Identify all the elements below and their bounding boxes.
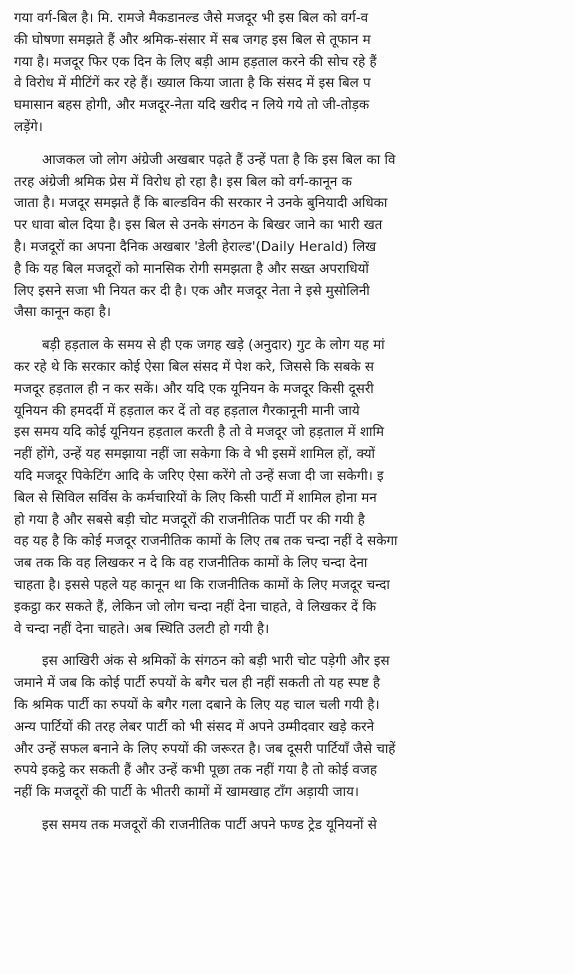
- text-line: जैसा कानून कहा है।: [14, 305, 111, 321]
- paragraph-2: [14, 150, 575, 324]
- text-line: गया वर्ग-बिल है। मि. रामजे मैकडानल्ड जैसे मजदूर भी इस बिल को वर्ग-व: [14, 11, 369, 26]
- text-line: मजदूर हड़ताल ही न कर सकें। और यदि एक यूनियन के मजदूर किसी दूसरी: [14, 381, 374, 397]
- text-line: आजकल जो लोग अंग्रेजी अखबार पढ़ते हैं उन्हें पता है कि इस बिल का वि: [42, 152, 396, 168]
- text-line: यूनियन की हमदर्दी में हड़ताल कर दें तो वह हड़ताल गैरकानूनी मानी जाये: [14, 403, 360, 419]
- text-line: इस आखिरी अंक से श्रमिकों के संगठन को बड़ी भारी चोट पड़ेगी और इस: [42, 654, 390, 670]
- text-line: घमासान बहस होगी, और मजदूर-नेता यदि खरीद न लिये गये तो जी-तोड़क: [14, 98, 370, 114]
- body-text: [14, 8, 575, 837]
- text-line: नहीं कि मजदूरों की पार्टी के भीतरी कामों में खामखाह टाँग अड़ायी जाय।: [14, 785, 359, 801]
- text-line: यदि मजदूर पिकेटिंग आदि के जरिए ऐसा करेंगे तो उन्हें सजा दी जा सकेगी। इ: [14, 468, 384, 484]
- text-line: पर धावा बोल दिया है। इस बिल से उनके संगठन के बिखर जाने का भारी खत: [14, 218, 383, 234]
- paragraph-1: [14, 8, 575, 139]
- text-line: हो गया है और सबसे बड़ी चोट मजदूरों की राजनीतिक पार्टी पर की गयी है: [14, 512, 365, 528]
- paragraph-4: [14, 651, 575, 804]
- text-line: बड़ी हड़ताल के समय से ही एक जगह खड़े (अनुदार) गुट के लोग यह मां: [42, 338, 385, 354]
- text-line: है। मजदूरों का अपना दैनिक अखबार 'डेली हेराल्ड'(Daily Herald) लिख: [14, 239, 377, 255]
- paragraph-3: [14, 335, 575, 640]
- text-line: लिए इसने सजा भी नियत कर दी है। एक और मजदूर नेता ने इसे मुसोलिनी: [14, 283, 370, 299]
- text-line: तरह अंग्रेजी श्रमिक प्रेस में विरोध हो रहा है। इस बिल को वर्ग-कानून क: [14, 174, 352, 190]
- text-line: वे विरोध में मीटिंगें कर रहे हैं। ख्याल किया जाता है कि संसद में इस बिल प: [14, 76, 371, 92]
- text-line: इकट्ठा कर सकते हैं, लेकिन जो लोग चन्दा नहीं देना चाहते, वे लिखकर दें कि: [14, 599, 377, 615]
- text-line: जाता है। मजदूर समझते हैं कि बाल्डविन की सरकार ने उनके बुनियादी अधिका: [14, 196, 388, 212]
- text-line: जब तक कि वह लिखकर न दे कि वह राजनीतिक कामों के लिए चन्दा देना: [14, 556, 368, 572]
- text-line: बिल से सिविल सर्विस के कर्मचारियों के लिए किसी पार्टी में शामिल होना मन: [14, 490, 377, 506]
- text-line: वह यह है कि कोई मजदूर राजनीतिक कामों के लिए तब तक चन्दा नहीं दे सकेगा: [14, 534, 398, 550]
- text-line: जमाने में जब कि कोई पार्टी रुपयों के बगैर चल ही नहीं सकती तो यह स्पष्ट है: [14, 676, 381, 692]
- text-line: चाहता है। इससे पहले यह कानून था कि राजनीतिक कामों के लिए मजदूर चन्दा: [14, 577, 390, 593]
- paragraph-5: [14, 815, 575, 837]
- text-line: है कि यह बिल मजदूरों को मानसिक रोगी समझता है और सख्त अपराधियों: [14, 261, 369, 277]
- text-line: इस समय तक मजदूरों की राजनीतिक पार्टी अपने फण्ड ट्रेड यूनियनों से: [42, 817, 377, 833]
- text-line: और उन्हें सफल बनाने के लिए रुपयों की जरूरत है। जब दूसरी पार्टियाँ जैसे चाहें: [14, 741, 396, 757]
- text-line: अन्य पार्टियों की तरह लेबर पार्टी को भी संसद में अपने उम्मीदवार खड़े करने: [14, 719, 375, 735]
- text-line: नहीं होंगे, उन्हें यह समझाया नहीं जा सकेगा कि वे भी इसमें शामिल हों, क्यों: [14, 447, 376, 463]
- text-line: इस समय यदि कोई यूनियन हड़ताल करती है तो वे मजदूर जो हड़ताल में शामि: [14, 425, 384, 441]
- text-line: गया है। मजदूर फिर एक दिन के लिए बड़ी आम हड़ताल करने की सोच रहे हैं: [14, 54, 377, 70]
- text-line: लड़ेंगे।: [14, 119, 43, 135]
- text-line: कर रहे थे कि सरकार कोई ऐसा बिल संसद में पेश करे, जिससे कि सबके स: [14, 359, 374, 375]
- text-line: की घोषणा समझते हैं और श्रमिक-संसार में सब जगह इस बिल से तूफान म: [14, 32, 371, 48]
- text-line: रुपये इकट्ठे कर सकती हैं और उन्हें कभी पूछा तक नहीं गया है तो कोई वजह: [14, 763, 377, 779]
- text-line: कि श्रमिक पार्टी का रुपयों के बगैर गला दबाने के लिए यह चाल चली गयी है।: [14, 697, 380, 713]
- text-line: वे चन्दा नहीं देना चाहते। अब स्थिति उलटी हो गयी है।: [14, 621, 270, 637]
